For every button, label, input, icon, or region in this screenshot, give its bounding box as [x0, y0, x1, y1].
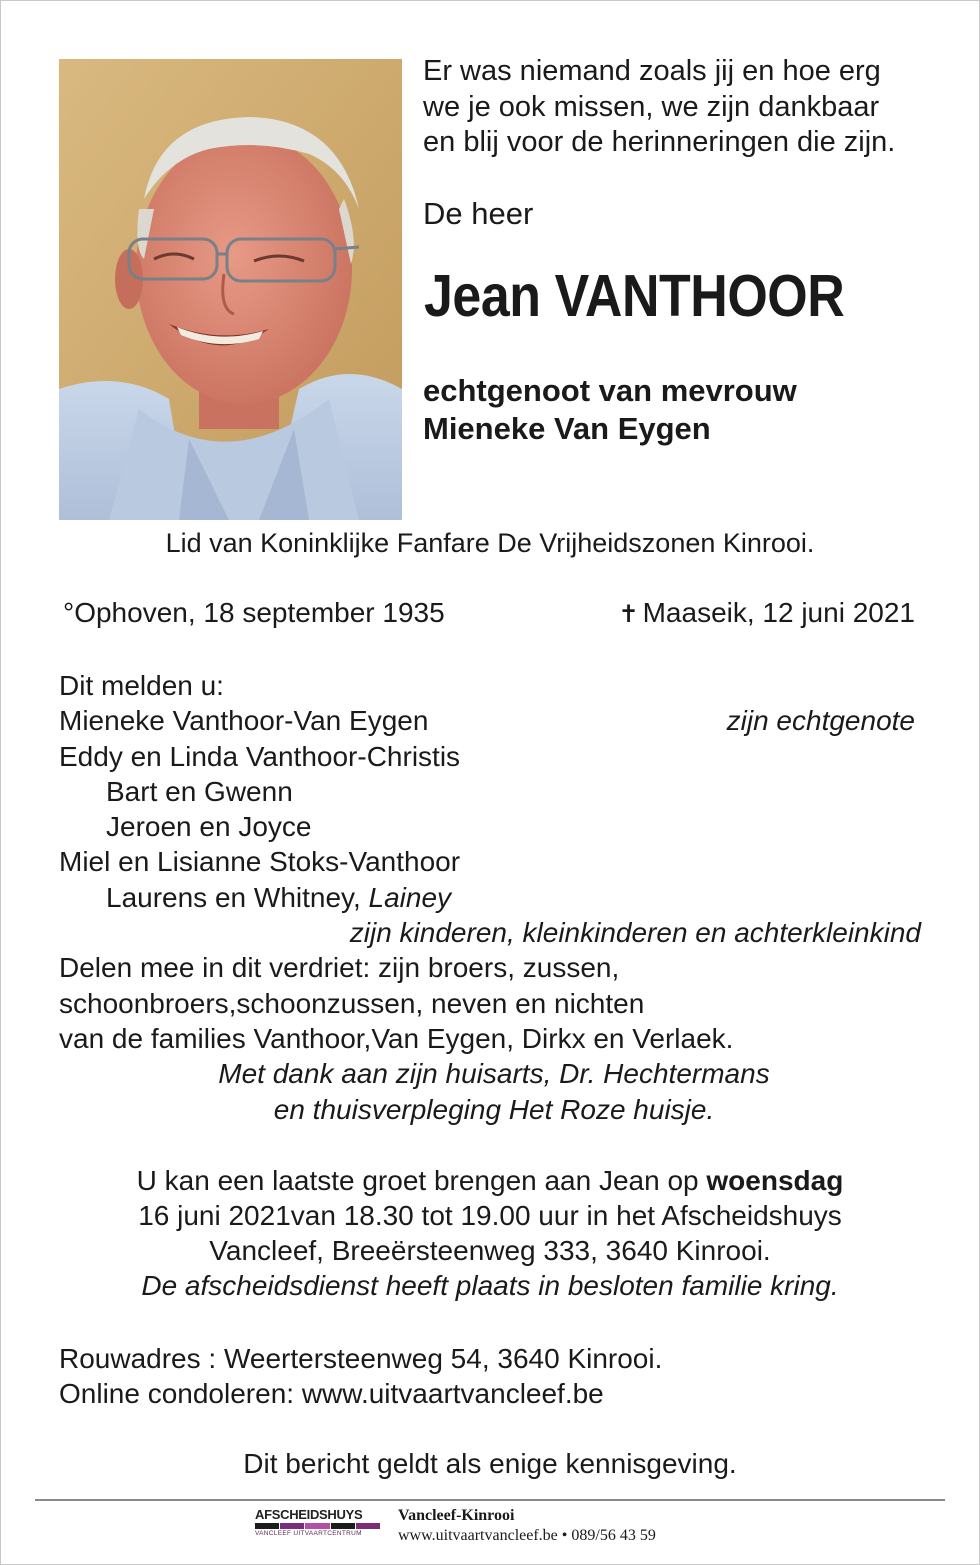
mourning-address: Rouwadres : Weertersteenweg 54, 3640 Kinrooi.	[59, 1343, 663, 1374]
thanks-line: en thuisverpleging Het Roze huisje.	[273, 1093, 715, 1125]
family-row: Eddy en Linda Vanthoor-Christis	[59, 740, 461, 772]
intro-poem	[423, 54, 963, 161]
logo-color-segment	[305, 1523, 329, 1529]
visitation-line	[0, 1163, 980, 1198]
logo-color-segment	[331, 1523, 355, 1529]
contact-info	[59, 1341, 662, 1411]
deceased-name: Jean VANTHOOR	[424, 263, 845, 329]
sharing-line: van de families Vanthoor,Van Eygen, Dirkx en Verlaek.	[59, 1022, 734, 1054]
logo-title: AFSCHEIDSHUYS	[255, 1507, 363, 1522]
intro-line: en blij voor de herinneringen die zijn.	[423, 126, 896, 158]
service-note: De afscheidsdienst heeft plaats in besloten familie kring.	[141, 1270, 839, 1301]
portrait-photo	[59, 59, 402, 520]
sharing-line: Delen mee in dit verdriet: zijn broers, zussen,	[59, 952, 620, 984]
intro-line: Er was niemand zoals jij en hoe erg	[423, 55, 881, 87]
announcement-intro: Dit melden u:	[59, 670, 224, 701]
family-row	[59, 880, 929, 915]
family-row: Bart en Gwenn	[106, 775, 293, 807]
notice: Dit bericht geldt als enige kennisgeving.	[243, 1448, 737, 1479]
family-row: Miel en Lisianne Stoks-Vanthoor	[59, 846, 461, 878]
visitation-day: woensdag	[706, 1165, 844, 1196]
children-relation: zijn kinderen, kleinkinderen en achterkleinkind	[349, 917, 921, 949]
visitation	[0, 1163, 980, 1303]
spouse-info	[423, 372, 797, 448]
firm-contact: www.uitvaartvancleef.be • 089/56 43 59	[398, 1527, 656, 1544]
grandchild-name: Laurens en Whitney,	[106, 881, 369, 913]
footer-divider	[35, 1499, 945, 1501]
death-text: Maaseik, 12 juni 2021	[642, 597, 915, 628]
visitation-line: 16 juni 2021van 18.30 tot 19.00 uur in het Afscheidshuys	[138, 1200, 842, 1231]
visitation-text: U kan een laatste groet brengen aan Jean op	[136, 1165, 707, 1196]
spouse-line: echtgenoot van mevrouw	[423, 373, 797, 408]
family-row: Jeroen en Joyce	[106, 811, 312, 843]
logo-color-segment	[280, 1523, 304, 1529]
death-info	[618, 597, 915, 629]
firm-name: Vancleef-Kinrooi	[398, 1507, 515, 1524]
logo-subtitle: VANCLEEF UITVAARTCENTRUM	[255, 1530, 362, 1537]
visitation-line: Vancleef, Breeërsteenweg 333, 3640 Kinrooi.	[209, 1235, 771, 1266]
spouse-relation: zijn echtgenote	[726, 705, 915, 737]
birth-info: °Ophoven, 18 september 1935	[63, 597, 445, 628]
great-grandchild-name: Lainey	[368, 881, 452, 913]
portrait-illustration	[59, 59, 402, 520]
announcement	[59, 668, 929, 1127]
logo-color-segment	[255, 1523, 279, 1529]
cross-icon: ✝	[618, 601, 639, 628]
thanks-line: Met dank aan zijn huisarts, Dr. Hechtermans	[218, 1058, 770, 1090]
spouse-row	[59, 703, 929, 738]
membership: Lid van Koninklijke Fanfare De Vrijheidszonen Kinrooi.	[165, 528, 815, 558]
funeral-home-logo	[255, 1507, 381, 1537]
online-condolence: Online condoleren: www.uitvaartvancleef.be	[59, 1378, 604, 1409]
logo-color-bar	[255, 1523, 381, 1529]
title-label: De heer	[423, 196, 534, 231]
firm-info	[398, 1506, 656, 1546]
sharing-line: schoonbroers,schoonzussen, neven en nichten	[59, 987, 645, 1019]
logo-color-segment	[356, 1523, 380, 1529]
intro-line: we je ook missen, we zijn dankbaar	[423, 90, 880, 123]
spouse-line: Mieneke Van Eygen	[423, 411, 711, 446]
spouse-name: Mieneke Vanthoor-Van Eygen	[59, 705, 429, 737]
